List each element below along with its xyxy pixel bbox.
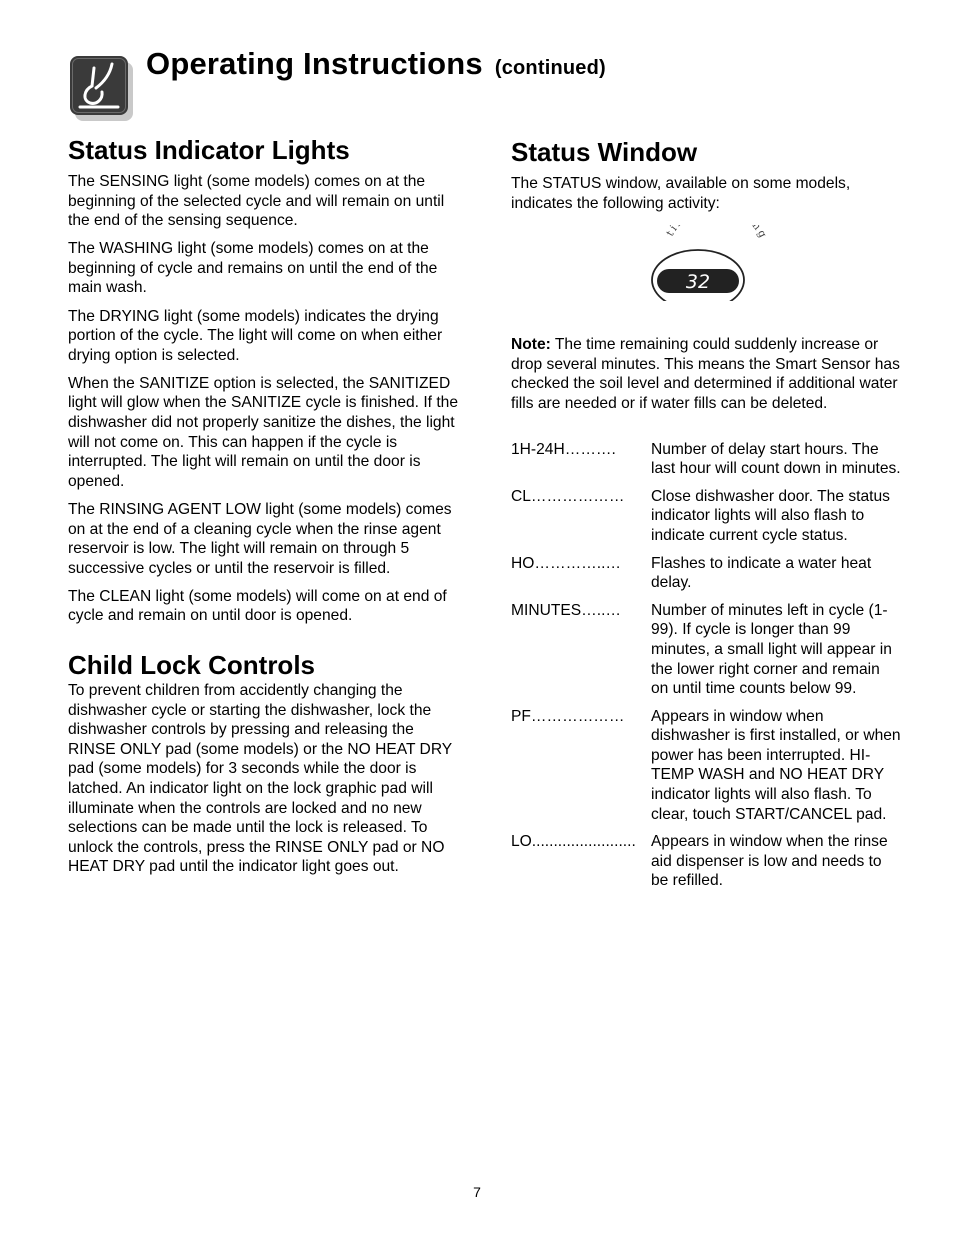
note-text: The time remaining could suddenly increase or drop several minutes. This means the Smart Sensor has checked the soil level and determined if additional water fills are needed or if water fills can be deleted.	[511, 336, 900, 412]
time-remaining-arc-label: ti n	[664, 225, 765, 239]
page-number: 7	[473, 1184, 481, 1200]
status-window-display	[648, 225, 768, 301]
note-label: Note:	[511, 336, 551, 354]
status-code-key: LO........................	[511, 833, 636, 851]
status-code-row	[511, 440, 903, 479]
page-title-text: Operating Instructions	[146, 46, 483, 81]
drying-light-paragraph: The DRYING light (some models) indicates the drying portion of the cycle. The light will come on when either drying option is selected.	[68, 307, 443, 364]
status-code-key: 1H-24H……….	[511, 440, 616, 458]
rinsing-agent-low-paragraph: The RINSING AGENT LOW light (some models) comes on at the end of a cleaning cycle when the rinse agent reservoir is low. The light will remain on through 5 successive cycles or until the reservoir is filled.	[68, 500, 452, 577]
operating-instructions-logo-icon	[70, 56, 134, 122]
page-title-continued: (continued)	[494, 57, 606, 79]
status-code-desc: Appears in window when the rinse aid dispenser is low and needs to be refilled.	[651, 833, 888, 890]
page-title	[146, 46, 606, 82]
status-window-intro: The STATUS window, available on some models, indicates the following activity:	[511, 175, 851, 212]
status-code-row	[511, 601, 903, 699]
status-code-desc: Appears in window when dishwasher is first installed, or when power has been interrupted. HI-TEMP WASH and NO HEAT DRY indicator lights will also flash. To clear, touch START/CANCEL pad.	[651, 707, 901, 823]
status-code-desc: Number of delay start hours. The last hour will count down in minutes.	[651, 440, 901, 478]
status-window-heading: Status Window	[511, 137, 698, 167]
sensing-light-paragraph: The SENSING light (some models) comes on at the beginning of the selected cycle and will remain on until the end of the sensing sequence.	[68, 173, 445, 230]
left-column	[68, 134, 460, 877]
status-code-desc: Flashes to indicate a water heat delay.	[651, 554, 872, 592]
status-indicator-lights-heading: Status Indicator Lights	[68, 135, 350, 165]
status-code-row	[511, 832, 903, 891]
right-column	[511, 134, 903, 899]
status-code-desc: Number of minutes left in cycle (1-99). If cycle is longer than 99 minutes, a small light will appear in the lower right corner and remain on until time counts below 99.	[651, 601, 892, 698]
status-code-desc: Close dishwasher door. The status indicator lights will also flash to indicate current cycle status.	[651, 487, 890, 544]
child-lock-controls-heading: Child Lock Controls	[68, 649, 315, 680]
clean-light-paragraph: The CLEAN light (some models) will come on at end of cycle and remain on until door is opened.	[68, 587, 447, 625]
display-value: 32	[685, 271, 711, 294]
status-code-key: PF………………	[511, 707, 625, 725]
status-code-key: HO…………..…	[511, 554, 622, 572]
status-window-note	[511, 335, 903, 413]
status-code-key: MINUTES…..…	[511, 601, 622, 619]
status-code-list	[511, 440, 903, 891]
child-lock-paragraph: To prevent children from accidently changing the dishwasher cycle or starting the dishwasher, lock the dishwasher controls by pressing and releasing the RINSE ONLY pad (some models) or the NO HEAT DRY pad (some models) for 3 seconds while the door is latched. An indicator light on the lock graphic pad will illuminate when the controls are locked and no new selections can be made until the lock is released. To unlock the controls, press the RINSE ONLY pad or NO HEAT DRY pad until the indicator light goes out.	[68, 681, 452, 876]
status-code-row	[511, 707, 903, 825]
status-code-row	[511, 487, 903, 546]
washing-light-paragraph: The WASHING light (some models) comes on at the beginning of cycle and remains on until the end of the main wash.	[68, 240, 438, 297]
status-code-key: CL………………	[511, 487, 625, 505]
status-code-row	[511, 554, 903, 593]
sanitize-light-paragraph: When the SANITIZE option is selected, the SANITIZED light will glow when the SANITIZE cycle is finished. If the dishwasher did not properly sanitize the dishes, the light will not come on. This can happen if the cycle is interrupted. The light will remain on until the door is opened.	[68, 374, 459, 490]
